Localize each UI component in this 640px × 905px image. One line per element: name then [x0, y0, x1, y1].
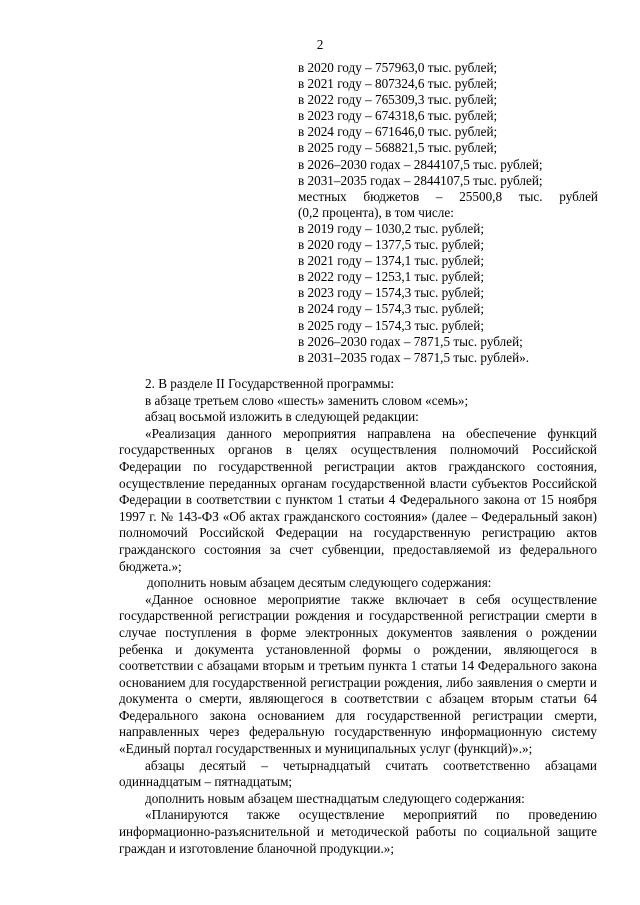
quoted-paragraph: «Планируются также осуществление мероприятий по проведению информационно-разъяснительной и методической работы по социальной защите граждан и изготовление бланочной продукции.»;	[119, 807, 597, 856]
instruction-paragraph: в абзаце третьем слово «шесть» заменить словом «семь»;	[145, 392, 469, 408]
budget-line: в 2024 году – 1574,3 тыс. рублей;	[298, 301, 484, 317]
budget-line: в 2025 году – 1574,3 тыс. рублей;	[298, 317, 484, 333]
budget-line: в 2020 году – 757963,0 тыс. рублей;	[298, 60, 498, 75]
budget-line: в 2024 году – 671646,0 тыс. рублей;	[298, 124, 498, 140]
page-number: 2	[316, 37, 324, 52]
instruction-paragraph: дополнить новым абзацем шестнадцатым следующего содержания:	[145, 790, 525, 806]
budget-line: в 2026–2030 годах – 7871,5 тыс. рублей;	[298, 333, 523, 349]
budget-line: в 2020 году – 1377,5 тыс. рублей;	[298, 237, 484, 253]
budget-line: в 2019 году – 1030,2 тыс. рублей;	[298, 220, 484, 236]
budget-line: в 2025 году – 568821,5 тыс. рублей;	[298, 140, 498, 156]
instruction-paragraph: дополнить новым абзацем десятым следующего содержания:	[147, 575, 492, 591]
budget-list	[298, 60, 598, 366]
budget-line: (0,2 процента), в том числе:	[298, 204, 454, 220]
budget-line: в 2031–2035 годах – 2844107,5 тыс. рублей;	[298, 172, 543, 188]
local-budget-line: местных бюджетов – 25500,8 тыс. рублей	[298, 188, 598, 204]
budget-line: в 2022 году – 1253,1 тыс. рублей;	[298, 269, 484, 285]
quoted-paragraph: «Реализация данного мероприятия направлена на обеспечение функций государственных органов в целях осуществления полномочий Российской Федерации по государственной регистрации актов гражданского состояния, осуществление переданных органам государственной власти субъектов Российской Федерации в соответствии с пунктом 1 статьи 4 Федерального закона от 15 ноября 1997 г. № 143-ФЗ «Об актах гражданского состояния» (далее – Федеральный закон) полномочий Российской Федерации на государственную регистрацию актов гражданского состояния за счет субвенции, предоставляемой из федерального бюджета.»;	[119, 425, 597, 574]
budget-line: в 2031–2035 годах – 7871,5 тыс. рублей».	[298, 349, 530, 365]
instruction-paragraph: абзац восьмой изложить в следующей редакции:	[145, 409, 419, 425]
budget-line: в 2023 году – 674318,6 тыс. рублей;	[298, 108, 498, 124]
quoted-paragraph: «Данное основное мероприятие также включает в себя осуществление государственной регистрации рождения и государственной регистрации смерти в случае поступления в форме электронных документов заявления о рождении ребенка и документа установленной формы о рождении, являющегося в соответствии с абзацами вторым и третьим пункта 1 статьи 14 Федерального закона основанием для государственной регистрации рождения, либо заявления о смерти и документа о смерти, являющегося в соответствии с абзацем вторым статьи 64 Федерального закона основанием для государственной регистрации смерти, направленных через федеральную государственную информационную систему «Единый портал государственных и муниципальных услуг (функций)».»;	[119, 591, 597, 757]
budget-line: в 2021 году – 1374,1 тыс. рублей;	[298, 253, 484, 269]
budget-line: в 2026–2030 годах – 2844107,5 тыс. рублей;	[298, 156, 543, 172]
budget-line: в 2022 году – 765309,3 тыс. рублей;	[298, 92, 498, 108]
document-body	[119, 376, 597, 857]
budget-line: в 2021 году – 807324,6 тыс. рублей;	[298, 76, 498, 92]
budget-line: в 2023 году – 1574,3 тыс. рублей;	[298, 285, 484, 301]
section-heading: 2. В разделе II Государственной программы:	[145, 376, 395, 391]
instruction-paragraph: абзацы десятый – четырнадцатый считать соответственно абзацами одиннадцатым – пятнадцатым;	[119, 757, 597, 790]
